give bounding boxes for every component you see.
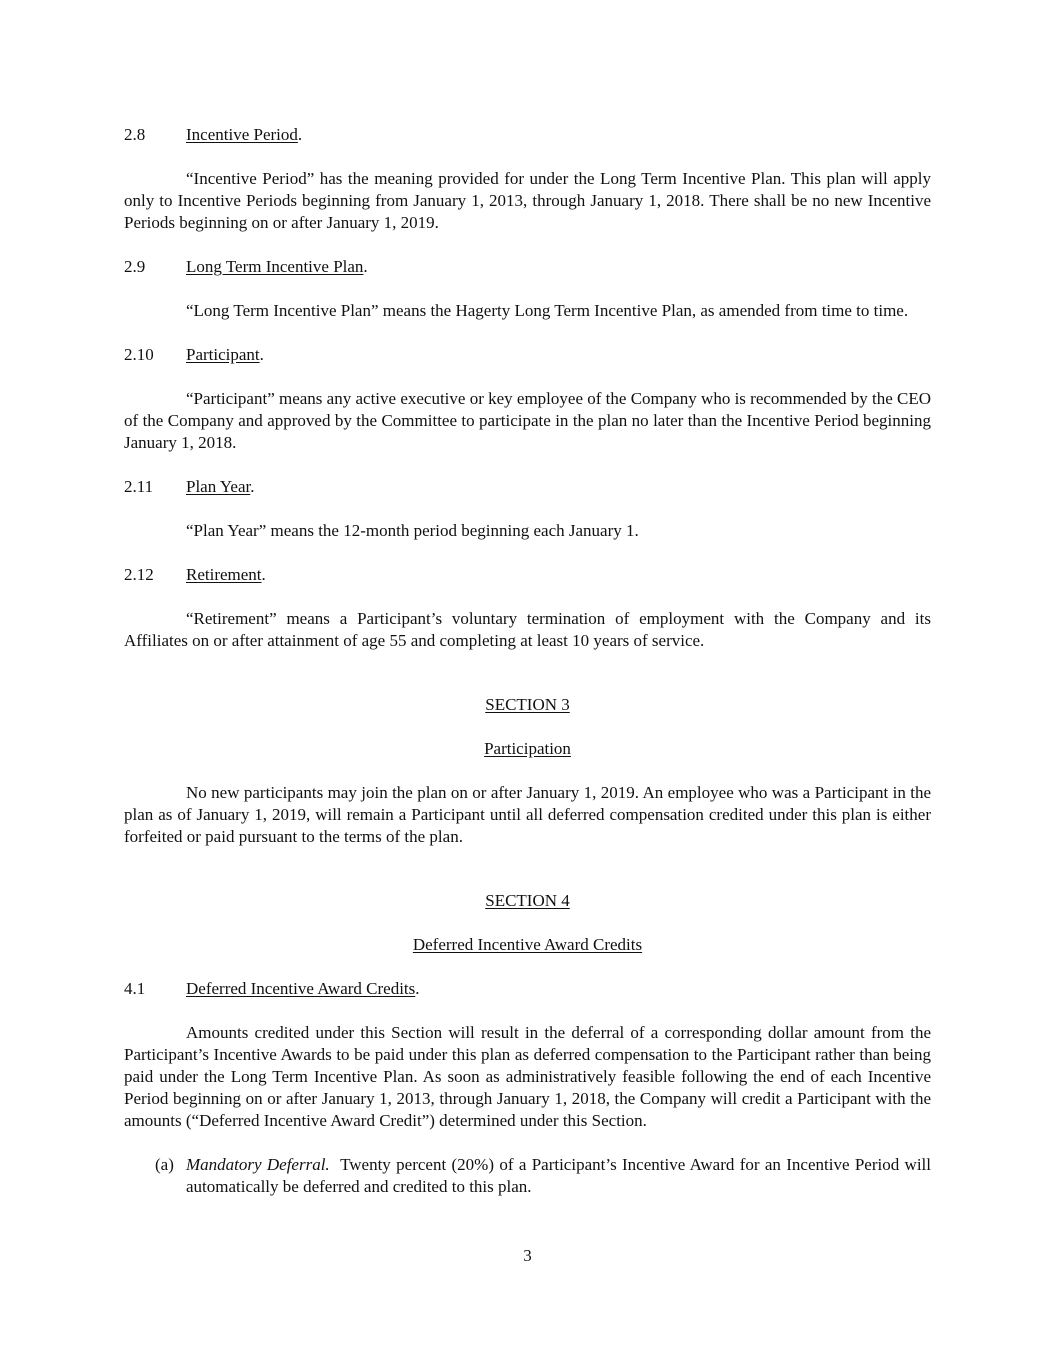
section-label-text: SECTION 3 (485, 695, 570, 714)
paragraph-2-11: “Plan Year” means the 12-month period beginning each January 1. (186, 521, 639, 540)
heading-2-10: 2.10 Participant. (124, 345, 264, 364)
paragraph-4-1: Amounts credited under this Section will result in the deferral of a corresponding dollar amount from the Participant’s Incentive Awards to be paid under this plan as deferred compensation to the Participant rather than being paid under the Long Term Incentive Plan. As soon as administratively feasible following the end of each Incentive Period beginning on or after January 1, 2013, through January 1, 2018, the Company will credit a Participant with the amounts (“Deferred Incentive Award Credit”) determined under this Section. (124, 1023, 931, 1130)
heading-2-12: 2.12 Retirement. (124, 565, 266, 584)
section-number: 2.11 (124, 477, 154, 496)
document-page (124, 124, 931, 1198)
section-title: Incentive Period (186, 125, 298, 144)
section-number: 2.10 (124, 345, 154, 364)
section-title: Long Term Incentive Plan (186, 257, 364, 276)
paragraph-section-3: No new participants may join the plan on or after January 1, 2019. An employee who was a Participant in the plan as of January 1, 2019, will remain a Participant until all deferred compensation credited under this plan is either forfeited or paid pursuant to the terms of the plan. (124, 783, 931, 846)
section-4-title (124, 934, 931, 956)
heading-2-9: 2.9 Long Term Incentive Plan. (124, 257, 368, 276)
list-item-a (124, 1154, 931, 1198)
heading-2-8: 2.8 Incentive Period. (124, 125, 303, 144)
section-number: 2.12 (124, 565, 154, 584)
heading-2-11: 2.11 Plan Year. (124, 477, 255, 496)
section-3-label (124, 694, 931, 716)
paragraph-2-10: “Participant” means any active executive or key employee of the Company who is recommended by the CEO of the Company and approved by the Committee to participate in the plan no later than the Incentive Period beginning January 1, 2018. (124, 389, 931, 452)
section-number: 4.1 (124, 979, 146, 998)
section-label-text: SECTION 4 (485, 891, 570, 910)
list-item-label: (a) (155, 1155, 174, 1174)
section-title: Plan Year (186, 477, 251, 496)
section-title: Participant (186, 345, 260, 364)
paragraph-2-8: “Incentive Period” has the meaning provided for under the Long Term Incentive Plan. This plan will apply only to Incentive Periods beginning from January 1, 2013, through January 1, 2018. There shall be no new Incentive Periods beginning on or after January 1, 2019. (124, 169, 931, 232)
section-title-text: Participation (484, 739, 571, 758)
section-4-label (124, 890, 931, 912)
section-title: Deferred Incentive Award Credits (186, 979, 416, 998)
heading-4-1: 4.1 Deferred Incentive Award Credits. (124, 979, 420, 998)
section-title-text: Deferred Incentive Award Credits (412, 935, 643, 954)
section-number: 2.8 (124, 125, 146, 144)
section-title: Retirement (186, 565, 262, 584)
section-number: 2.9 (124, 257, 146, 276)
paragraph-2-12: “Retirement” means a Participant’s voluntary termination of employment with the Company and its Affiliates on or after attainment of age 55 and completing at least 10 years of service. (124, 609, 931, 650)
section-3-title (124, 738, 931, 760)
page-number: 3 (523, 1246, 532, 1265)
list-item-title: Mandatory Deferral. (186, 1155, 330, 1174)
paragraph-2-9: “Long Term Incentive Plan” means the Hagerty Long Term Incentive Plan, as amended from time to time. (186, 301, 909, 320)
list-item-body: Twenty percent (20%) of a Participant’s Incentive Award for an Incentive Period will automatically be deferred and credited to this plan. (186, 1155, 931, 1196)
